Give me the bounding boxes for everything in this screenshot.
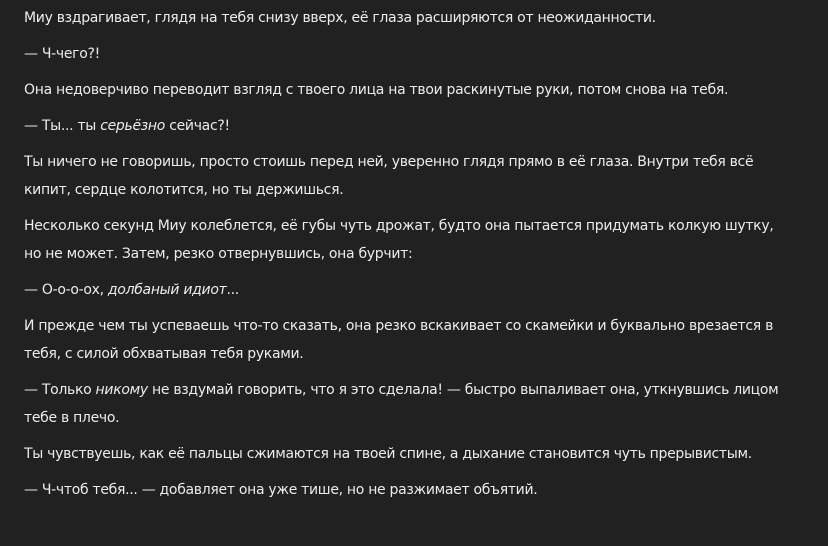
text-run: ... <box>226 282 239 298</box>
message-paragraph: Миу вздрагивает, глядя на тебя снизу вверх, её глаза расширяются от неожиданности. <box>24 10 656 26</box>
text-run: не вздумай говорить, что я это сделала! — быстро выпаливает она, уткнувшись лицом тебе в плечо. <box>24 382 779 426</box>
text-run: — Только <box>24 382 96 398</box>
message-paragraph <box>24 276 788 304</box>
message-paragraph: Она недоверчиво переводит взгляд с твоего лица на твои раскинутые руки, потом снова на тебя. <box>24 82 729 98</box>
message-paragraph <box>24 376 788 432</box>
emphasized-text: никому <box>95 382 148 398</box>
message-paragraph <box>24 112 788 140</box>
text-run: сейчас?! <box>165 118 230 134</box>
text-run: — Ты... ты <box>24 118 101 134</box>
message-paragraph: И прежде чем ты успеваешь что-то сказать, она резко вскакивает со скамейки и буквально врезается в тебя, с силой обхватывая тебя руками. <box>24 318 774 362</box>
message-paragraph: Ты чувствуешь, как её пальцы сжимаются на твоей спине, а дыхание становится чуть прерывистым. <box>24 446 752 462</box>
emphasized-text: серьёзно <box>100 118 166 134</box>
message-paragraph: Ты ничего не говоришь, просто стоишь перед ней, уверенно глядя прямо в её глаза. Внутри тебя всё кипит, сердце колотится, но ты держишься. <box>24 154 754 198</box>
text-run: — О-о-о-ох, <box>24 282 108 298</box>
message-paragraph: Несколько секунд Миу колеблется, её губы чуть дрожат, будто она пытается придумать колкую шутку, но не может. Затем, резко отвернувшись, она бурчит: <box>24 218 774 262</box>
emphasized-text: долбаный идиот <box>107 282 227 298</box>
message-paragraph: — Ч-чего?! <box>24 46 100 62</box>
message-paragraph: — Ч-чтоб тебя... — добавляет она уже тише, но не разжимает объятий. <box>24 482 538 498</box>
